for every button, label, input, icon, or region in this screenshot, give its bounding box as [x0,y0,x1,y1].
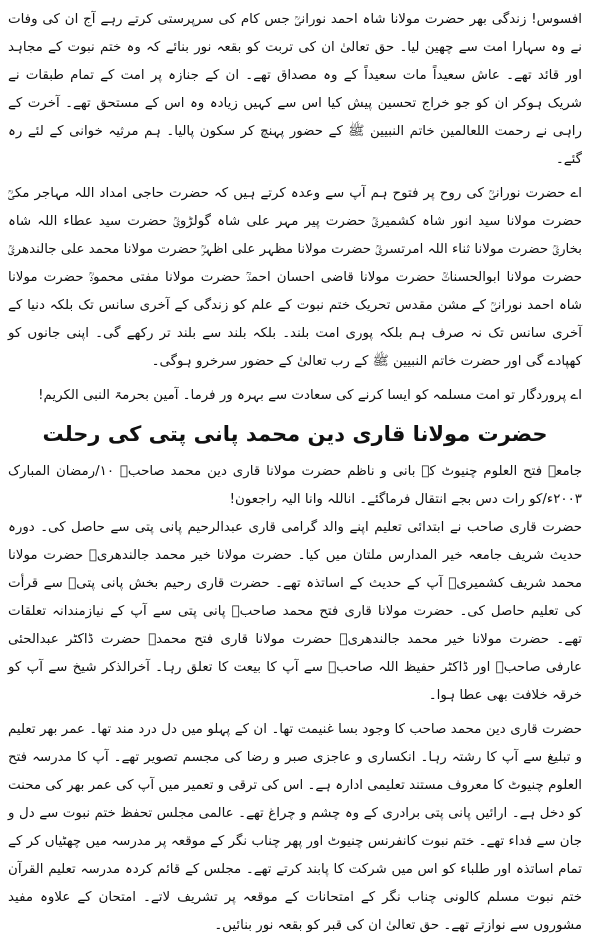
article-shah-ahmad-noorani [8,6,582,410]
paragraph-death-notice: جامعہ فتح العلوم چنیوٹ کے بانی و ناظم حضرت مولانا قاری دین محمد صاحبؒ ۱۰/رمضان المبارک ۲۰۰۳ء/کو رات دس بجے انتقال فرماگئے۔ اناللہ وانا الیہ راجعون! [8,464,582,507]
paragraph-prayer: اے پروردگار تو امت مسلمہ کو ایسا کرنے کی سعادت سے بہرہ ور فرما۔ آمین بحرمۃ النبی الکریم! [38,388,582,403]
paragraph-education: حضرت قاری صاحب نے ابتدائی تعلیم اپنے والد گرامی قاری عبدالرحیم پانی پتی سے حاصل کی۔ دورہ حدیث شریف جامعہ خیر المدارس ملتان میں کیا۔ حضرت مولانا خیر محمد جالندھریؒ حضرت مولانا محمد شریف کشمیریؒ آپ کے حدیث کے اساتذہ تھے۔ حضرت قاری رحیم بخش پانی پتیؒ سے قرأت کی تعلیم حاصل کی۔ حضرت مولانا قاری فتح محمد صاحبؒ پانی پتی سے آپ کے نیازمندانہ تعلقات تھے۔ حضرت مولانا خیر محمد جالندھریؒ حضرت مولانا قاری فتح محمدؒ حضرت ڈاکٹر عبدالحئی عارفی صاحبؒ اور ڈاکٹر حفیظ اللہ صاحبؒ سے آپ کا بیعت کا تعلق رہا۔ آخرالذکر شیخ سے آپ کو خرقہ خلافت بھی عطا ہوا۔ [8,520,582,703]
paragraph-condolence: افسوس! زندگی بھر حضرت مولانا شاہ احمد نورانیؒ جس کام کی سرپرستی کرتے رہے آج ان کی وفات نے وہ سہارا امت سے چھین لیا۔ حق تعالیٰ ان کی تربت کو بقعہ نور بنائے کہ وہ ختم نبوت کے مجاہد اور قائد تھے۔ عاش سعیداً مات سعیداً کے وہ مصداق تھے۔ ان کے جنازہ پر امت کے تمام طبقات نے شریک ہوکر ان کو جو خراج تحسین پیش کیا اس سے کہیں زیادہ وہ اس کے مستحق تھے۔ آخرت کے راہی نے رحمت اللعالمین خاتم النبیین ﷺ کے حضور پہنچ کر سکون پالیا۔ ہم مرثیہ خوانی کے لئے رہ گئے۔ [8,12,582,167]
paragraph-character: حضرت قاری دین محمد صاحب کا وجود بسا غنیمت تھا۔ ان کے پہلو میں دل درد مند تھا۔ عمر بھر تعلیم و تبلیغ سے آپ کا رشتہ رہا۔ انکساری و عاجزی صبر و رضا کی مجسم تصویر تھے۔ آپ کا مدرسہ فتح العلوم چنیوٹ کا معروف مستند تعلیمی ادارہ ہے۔ اس کی ترقی و تعمیر میں آپ کی عمر بھر کی محنت کو دخل ہے۔ ارائیں پانی پتی برادری کے وہ چشم و چراغ تھے۔ عالمی مجلس تحفظ ختم نبوت سے دل و جان سے فداء تھے۔ ختم نبوت کانفرنس چنیوٹ اور پھر چناب نگر کے موقعہ پر مدرسہ میں چھٹیاں کر کے تمام اساتذہ اور طلباء کو اس میں شرکت کا پابند کرتے تھے۔ مجلس کے قائم کردہ مدرسہ تعلیم القرآن ختم نبوت مسلم کالونی چناب نگر کے امتحانات کے موقعہ پر تشریف لاتے۔ امتحان کے علاوہ مفید مشوروں سے نوازتے تھے۔ حق تعالیٰ ان کی قبر کو بقعہ نور بنائیں۔ [8,722,582,933]
document-page [8,6,582,940]
paragraph-pledge: اے حضرت نورانیؒ کی روح پر فتوح ہم آپ سے وعدہ کرتے ہیں کہ حضرت حاجی امداد اللہ مہاجر مکیؒ حضرت مولانا سید انور شاہ کشمیریؒ حضرت پیر مہر علی شاہ گولڑویؒ حضرت سید عطاء اللہ شاہ بخاریؒ حضرت مولانا ثناء اللہ امرتسریؒ حضرت مولانا مظہر علی اظہرؒ حضرت مولانا محمد علی جالندھریؒ حضرت مولانا ابوالحسناتؒ حضرت مولانا قاضی احسان احمدؒ حضرت مولانا مفتی محمودؒ حضرت مولانا شاہ احمد نورانیؒ کے مشن مقدس تحریک ختم نبوت کے علم کو زندگی کے آخری سانس تک بلکہ دنیا کے آخری سانس تک نہ صرف ہم بلکہ پوری امت بلند۔ بلکہ بلند سے بلند تر رکھے گی۔ اپنی جانوں کو کھپادے گی اور حضرت خاتم النبیین ﷺ کے رب تعالیٰ کے حضور سرخرو ہوگی۔ [8,186,582,369]
article-qari-deen-muhammad [8,458,582,940]
article-heading: حضرت مولانا قاری دین محمد پانی پتی کی رحلت [42,422,548,446]
